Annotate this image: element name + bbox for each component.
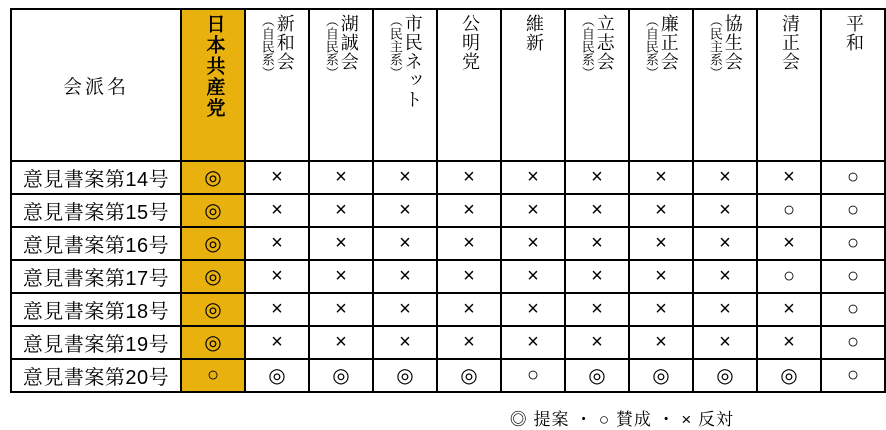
cell-r1c7: ×: [565, 161, 629, 194]
cell-r1c10: ×: [757, 161, 821, 194]
party-label-wrap-4: [374, 12, 436, 158]
column-header-party-11: [821, 9, 885, 161]
party-name-5: 公明党: [459, 14, 480, 71]
cell-r2c3: ×: [309, 194, 373, 227]
cell-r7c6: ○: [501, 359, 565, 392]
party-sub-2: （自民系）: [259, 14, 275, 79]
cell-r7c2: ◎: [245, 359, 309, 392]
table-row: [11, 194, 885, 227]
cell-r6c11: ○: [821, 326, 885, 359]
cell-r5c5: ×: [437, 293, 501, 326]
party-sub-3: （自民系）: [323, 14, 339, 79]
column-header-party-10: [757, 9, 821, 161]
party-sub-9: （民主系）: [707, 14, 723, 79]
party-name-6: 維新: [523, 14, 544, 52]
row-label-4: 意見書案第17号: [11, 260, 181, 293]
party-name-9: 協生会: [722, 14, 743, 71]
cell-r4c8: ×: [629, 260, 693, 293]
party-label-wrap-1: [182, 12, 244, 158]
cell-r4c11: ○: [821, 260, 885, 293]
cell-r6c2: ×: [245, 326, 309, 359]
column-header-party-8: [629, 9, 693, 161]
cell-r7c5: ◎: [437, 359, 501, 392]
party-sub-4: （民主系）: [387, 14, 403, 79]
column-header-kaiha-name: 会派名: [11, 9, 181, 161]
legend-text: ◎ 提案 ・ ○ 賛成 ・ × 反対: [509, 410, 734, 429]
party-name-8: 廉正会: [658, 14, 679, 71]
cell-r6c10: ×: [757, 326, 821, 359]
party-name-10: 清正会: [779, 14, 800, 71]
cell-r3c1: ◎: [181, 227, 245, 260]
column-header-party-4: [373, 9, 437, 161]
cell-r6c8: ×: [629, 326, 693, 359]
cell-r2c4: ×: [373, 194, 437, 227]
cell-r3c8: ×: [629, 227, 693, 260]
column-header-party-6: [501, 9, 565, 161]
cell-r3c3: ×: [309, 227, 373, 260]
table-head: [11, 9, 885, 161]
cell-r1c5: ×: [437, 161, 501, 194]
table-row: [11, 293, 885, 326]
cell-r7c8: ◎: [629, 359, 693, 392]
cell-r5c1: ◎: [181, 293, 245, 326]
cell-r6c1: ◎: [181, 326, 245, 359]
cell-r3c10: ×: [757, 227, 821, 260]
legend: [10, 405, 740, 430]
column-header-party-9: [693, 9, 757, 161]
party-label-wrap-3: [310, 12, 372, 158]
cell-r6c9: ×: [693, 326, 757, 359]
table-row: [11, 326, 885, 359]
cell-r2c2: ×: [245, 194, 309, 227]
party-name-4: 市民ネット: [402, 14, 423, 109]
cell-r2c8: ×: [629, 194, 693, 227]
cell-r7c1: ○: [181, 359, 245, 392]
cell-r7c9: ◎: [693, 359, 757, 392]
cell-r1c11: ○: [821, 161, 885, 194]
party-label-wrap-2: [246, 12, 308, 158]
cell-r5c9: ×: [693, 293, 757, 326]
party-label-wrap-6: [502, 12, 564, 158]
table-body: [11, 161, 885, 392]
cell-r7c3: ◎: [309, 359, 373, 392]
party-label-wrap-5: [438, 12, 500, 158]
cell-r7c7: ◎: [565, 359, 629, 392]
table-header-row: [11, 9, 885, 161]
table-row: [11, 359, 885, 392]
cell-r4c3: ×: [309, 260, 373, 293]
column-header-party-3: [309, 9, 373, 161]
cell-r4c7: ×: [565, 260, 629, 293]
cell-r2c1: ◎: [181, 194, 245, 227]
cell-r2c10: ○: [757, 194, 821, 227]
row-label-2: 意見書案第15号: [11, 194, 181, 227]
cell-r5c3: ×: [309, 293, 373, 326]
party-label-wrap-11: [822, 12, 884, 158]
cell-r7c11: ○: [821, 359, 885, 392]
cell-r3c5: ×: [437, 227, 501, 260]
cell-r1c6: ×: [501, 161, 565, 194]
row-label-6: 意見書案第19号: [11, 326, 181, 359]
row-label-3: 意見書案第16号: [11, 227, 181, 260]
cell-r4c1: ◎: [181, 260, 245, 293]
party-label-wrap-9: [694, 12, 756, 158]
cell-r5c7: ×: [565, 293, 629, 326]
cell-r3c6: ×: [501, 227, 565, 260]
table-row: [11, 161, 885, 194]
cell-r5c8: ×: [629, 293, 693, 326]
cell-r3c4: ×: [373, 227, 437, 260]
cell-r2c11: ○: [821, 194, 885, 227]
cell-r6c7: ×: [565, 326, 629, 359]
party-label-wrap-7: [566, 12, 628, 158]
row-label-5: 意見書案第18号: [11, 293, 181, 326]
cell-r6c3: ×: [309, 326, 373, 359]
party-name-1: 日本共産党: [203, 14, 225, 119]
party-sub-8: （自民系）: [643, 14, 659, 79]
party-label-wrap-10: [758, 12, 820, 158]
column-header-party-1: [181, 9, 245, 161]
party-name-3: 湖誠会: [338, 14, 359, 71]
cell-r4c6: ×: [501, 260, 565, 293]
cell-r2c7: ×: [565, 194, 629, 227]
cell-r1c1: ◎: [181, 161, 245, 194]
row-label-7: 意見書案第20号: [11, 359, 181, 392]
party-name-2: 新和会: [274, 14, 295, 71]
table-row: [11, 227, 885, 260]
column-header-party-7: [565, 9, 629, 161]
cell-r1c3: ×: [309, 161, 373, 194]
cell-r5c4: ×: [373, 293, 437, 326]
party-label-wrap-8: [630, 12, 692, 158]
cell-r2c5: ×: [437, 194, 501, 227]
cell-r4c4: ×: [373, 260, 437, 293]
cell-r6c6: ×: [501, 326, 565, 359]
cell-r2c6: ×: [501, 194, 565, 227]
row-label-1: 意見書案第14号: [11, 161, 181, 194]
cell-r6c4: ×: [373, 326, 437, 359]
cell-r7c10: ◎: [757, 359, 821, 392]
party-name-11: 平和: [843, 14, 864, 52]
cell-r4c2: ×: [245, 260, 309, 293]
cell-r3c9: ×: [693, 227, 757, 260]
cell-r4c5: ×: [437, 260, 501, 293]
cell-r5c11: ○: [821, 293, 885, 326]
cell-r5c2: ×: [245, 293, 309, 326]
column-header-party-5: [437, 9, 501, 161]
vote-table: [10, 8, 886, 393]
party-name-7: 立志会: [594, 14, 615, 71]
cell-r3c7: ×: [565, 227, 629, 260]
cell-r1c4: ×: [373, 161, 437, 194]
cell-r1c2: ×: [245, 161, 309, 194]
cell-r6c5: ×: [437, 326, 501, 359]
party-sub-7: （自民系）: [579, 14, 595, 79]
cell-r5c10: ×: [757, 293, 821, 326]
cell-r3c2: ×: [245, 227, 309, 260]
column-header-party-2: [245, 9, 309, 161]
cell-r3c11: ○: [821, 227, 885, 260]
cell-r2c9: ×: [693, 194, 757, 227]
cell-r1c9: ×: [693, 161, 757, 194]
cell-r5c6: ×: [501, 293, 565, 326]
cell-r7c4: ◎: [373, 359, 437, 392]
cell-r4c9: ×: [693, 260, 757, 293]
cell-r1c8: ×: [629, 161, 693, 194]
table-row: [11, 260, 885, 293]
cell-r4c10: ○: [757, 260, 821, 293]
